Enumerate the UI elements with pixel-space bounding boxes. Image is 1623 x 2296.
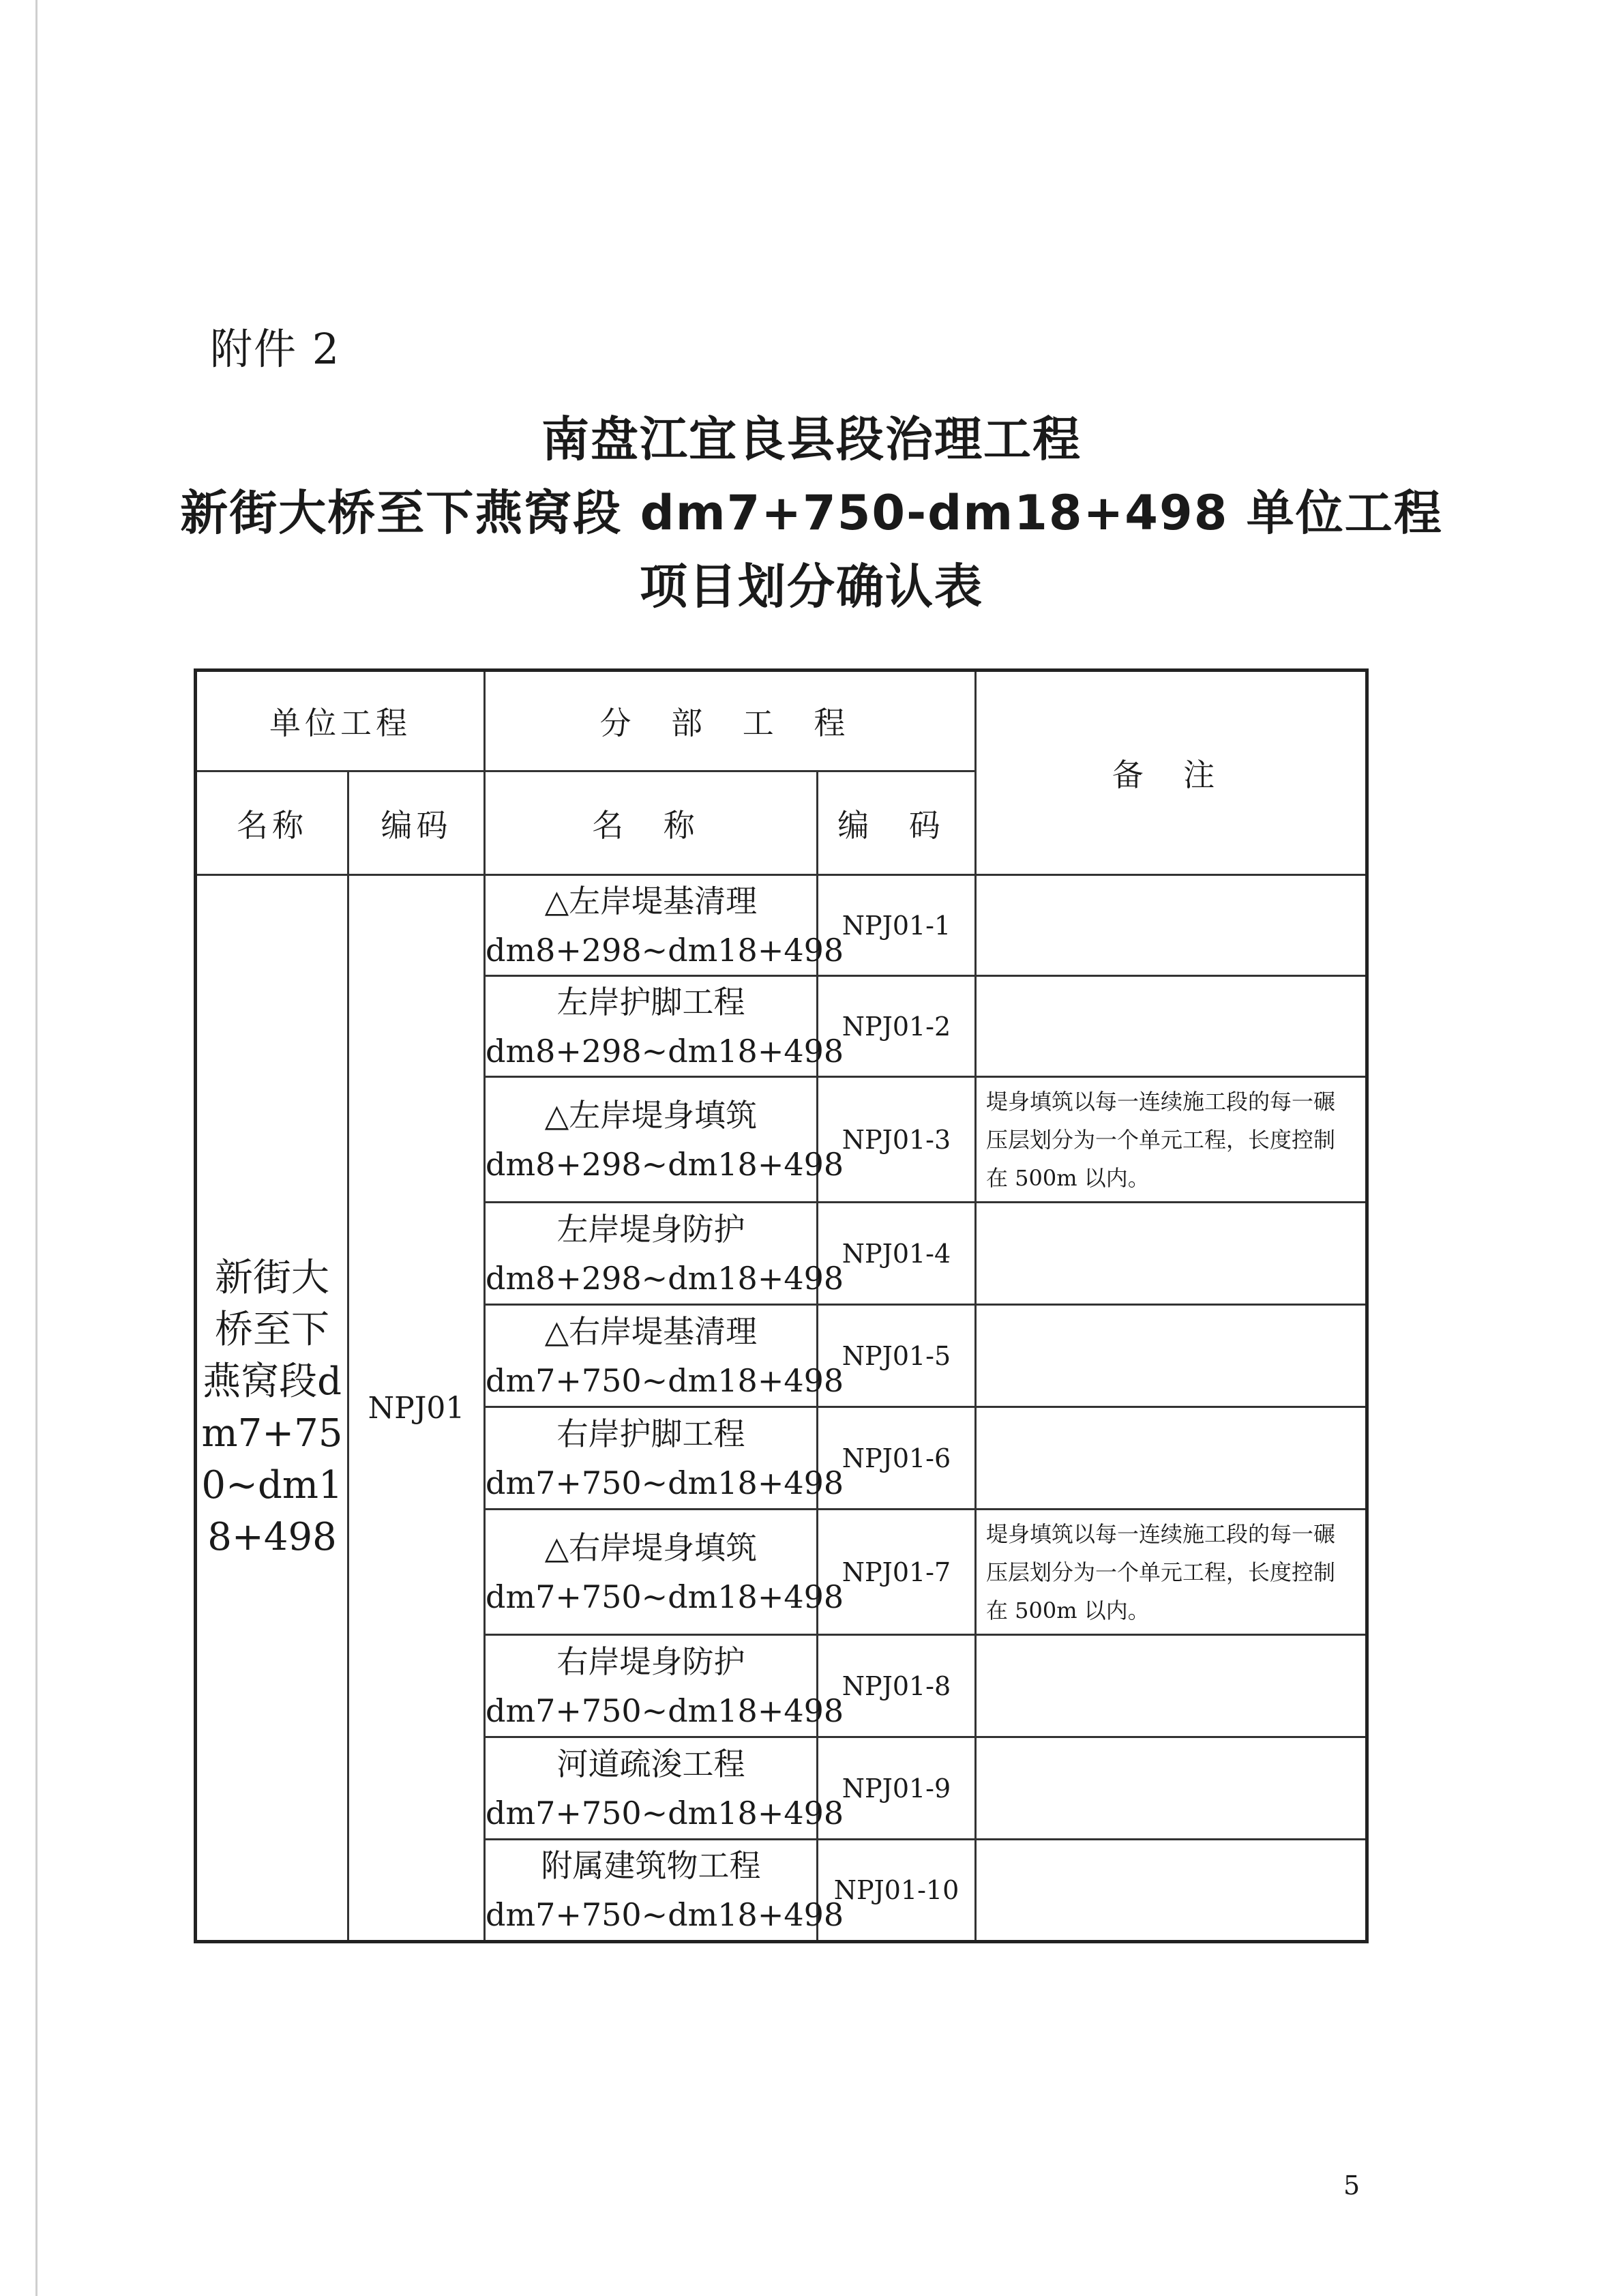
title-line-3: 项目划分确认表 bbox=[640, 559, 983, 615]
remark-cell: 堤身填筑以每一连续施工段的每一碾压层划分为一个单元工程，长度控制在 500m 以内。 bbox=[976, 1077, 1367, 1203]
sub-project-code: NPJ01-2 bbox=[818, 976, 976, 1077]
sub-project-name: 右岸堤身防护 bbox=[556, 1643, 745, 1680]
header-row-1 bbox=[196, 671, 1367, 771]
sub-project-range: dm8+298~dm18+498 bbox=[486, 1032, 844, 1070]
remark-cell bbox=[976, 1407, 1367, 1510]
sub-project-name: 附属建筑物工程 bbox=[541, 1847, 761, 1884]
sub-project-name-cell bbox=[485, 1635, 844, 1737]
unit-project-name: 新街大桥至下燕窝段dm7+750~dm18+498 bbox=[196, 875, 348, 1942]
sub-project-name-cell bbox=[485, 1737, 844, 1840]
page-edge-rule bbox=[35, 0, 38, 2296]
sub-project-range: dm7+750~dm18+498 bbox=[486, 1896, 844, 1933]
sub-project-range: dm8+298~dm18+498 bbox=[486, 1259, 844, 1297]
remark-cell bbox=[976, 1635, 1367, 1737]
sub-project-name: △左岸堤基清理 bbox=[544, 882, 758, 919]
sub-project-range: dm8+298~dm18+498 bbox=[486, 1145, 844, 1183]
sub-project-name: △右岸堤身填筑 bbox=[544, 1529, 758, 1566]
sub-project-name: 左岸堤身防护 bbox=[556, 1210, 745, 1248]
sub-project-code: NPJ01-9 bbox=[818, 1737, 976, 1840]
header-sub-name: 名 称 bbox=[485, 771, 818, 875]
sub-project-name: 右岸护脚工程 bbox=[556, 1415, 745, 1452]
sub-project-range: dm7+750~dm18+498 bbox=[486, 1464, 844, 1501]
sub-project-code: NPJ01-4 bbox=[818, 1203, 976, 1305]
sub-project-name: 左岸护脚工程 bbox=[556, 983, 745, 1020]
sub-project-name-cell bbox=[485, 875, 844, 976]
remark-cell bbox=[976, 1305, 1367, 1407]
header-unit-name: 名称 bbox=[196, 771, 348, 875]
sub-project-name: △右岸堤基清理 bbox=[544, 1312, 758, 1350]
title-line-1: 南盘江宜良县段治理工程 bbox=[541, 411, 1082, 467]
sub-project-name-cell bbox=[485, 976, 844, 1077]
page-number: 5 bbox=[1343, 2170, 1360, 2201]
sub-project-name-cell bbox=[485, 1510, 844, 1635]
sub-project-code: NPJ01-5 bbox=[818, 1305, 976, 1407]
title-line-2: 新街大桥至下燕窝段 dm7+750-dm18+498 单位工程 bbox=[180, 485, 1443, 541]
project-division-table bbox=[194, 668, 1369, 1943]
sub-project-name-cell bbox=[485, 1203, 844, 1305]
sub-project-range: dm8+298~dm18+498 bbox=[486, 931, 844, 969]
sub-project-name-cell bbox=[485, 1305, 844, 1407]
header-sub-project: 分 部 工 程 bbox=[485, 671, 976, 771]
remark-cell bbox=[976, 1737, 1367, 1840]
sub-project-range: dm7+750~dm18+498 bbox=[486, 1692, 844, 1729]
sub-project-range: dm7+750~dm18+498 bbox=[486, 1362, 844, 1399]
attachment-label: 附件 2 bbox=[210, 324, 341, 374]
sub-project-name-cell bbox=[485, 1407, 844, 1510]
sub-project-name-cell bbox=[485, 1077, 844, 1203]
remark-cell bbox=[976, 1840, 1367, 1942]
sub-project-name-cell bbox=[485, 1840, 844, 1942]
header-unit-project: 单位工程 bbox=[196, 671, 485, 771]
header-remarks: 备 注 bbox=[976, 671, 1367, 875]
sub-project-code: NPJ01-8 bbox=[818, 1635, 976, 1737]
sub-project-range: dm7+750~dm18+498 bbox=[486, 1794, 844, 1831]
header-unit-code: 编码 bbox=[348, 771, 485, 875]
sub-project-name: △左岸堤身填筑 bbox=[544, 1096, 758, 1134]
unit-project-code: NPJ01 bbox=[348, 875, 485, 1942]
table-row bbox=[196, 875, 1367, 976]
remark-cell: 堤身填筑以每一连续施工段的每一碾压层划分为一个单元工程，长度控制在 500m 以内。 bbox=[976, 1510, 1367, 1635]
document-title bbox=[0, 402, 1623, 623]
sub-project-code: NPJ01-7 bbox=[818, 1510, 976, 1635]
remark-cell bbox=[976, 1203, 1367, 1305]
remark-cell bbox=[976, 976, 1367, 1077]
sub-project-name: 河道疏浚工程 bbox=[556, 1745, 745, 1782]
sub-project-code: NPJ01-1 bbox=[818, 875, 976, 976]
sub-project-range: dm7+750~dm18+498 bbox=[486, 1578, 844, 1615]
sub-project-code: NPJ01-6 bbox=[818, 1407, 976, 1510]
header-sub-code: 编 码 bbox=[818, 771, 976, 875]
remark-cell bbox=[976, 875, 1367, 976]
sub-project-code: NPJ01-10 bbox=[818, 1840, 976, 1942]
sub-project-code: NPJ01-3 bbox=[818, 1077, 976, 1203]
